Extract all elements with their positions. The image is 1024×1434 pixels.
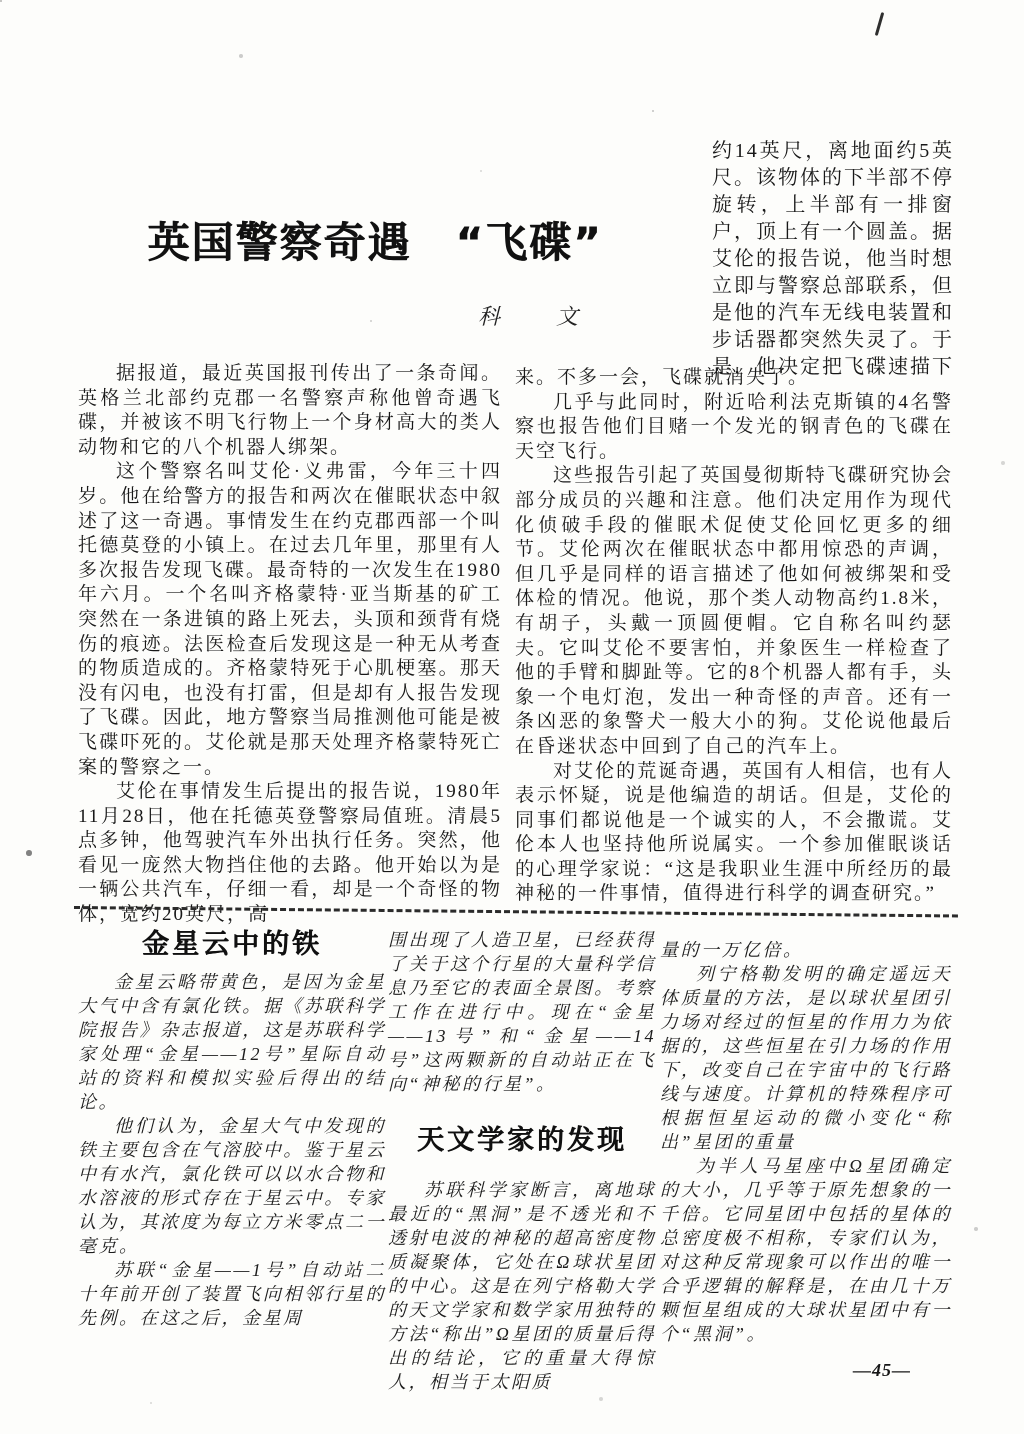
venus-article-column	[78, 928, 386, 1330]
ufo-left-column	[78, 362, 502, 928]
ufo-right-column	[515, 366, 953, 907]
paragraph: 他们认为，金星大气中发现的铁主要包含在气溶胶中。鉴于星云中有水汽，氯化铁可以以水合物和水溶液的形式存在于星云中。专家认为，其浓度为每立方米零点二一毫克。	[78, 1116, 386, 1256]
scan-artifact-specks	[0, 0, 2, 2]
paragraph: 列宁格勒发明的确定遥远天体质量的方法，是以球状星团引力场对经过的恒星的作用力为依据的，这些恒星在引力场的作用下，改变自己在宇宙中的飞行路线与速度。计算机的特殊程序可根据恒星运动的微小变化“称出”星团的重量	[660, 964, 952, 1152]
paragraph: 苏联“金星——1号”自动站二十年前开创了装置飞向相邻行星的先例。在这之后，金星周	[78, 1260, 386, 1328]
paragraph: 金星云略带黄色，是因为金星大气中含有氯化铁。据《苏联科学院报告》杂志报道，这是苏联科学家处理“金星——12号”星际自动站的资料和模拟实验后得出的结论。	[78, 972, 386, 1112]
paragraph: 为半人马星座中Ω星团确定的大小，几乎等于原先想象的一千倍。它同星团中包括的星体的总密度极不相称，专家们认为，对这种反常现象可以作出的唯一合乎逻辑的解释是，在由几十万颗恒星组成的大球状星团中有一个“黑洞”。	[660, 1156, 952, 1344]
astronomer-continuation-column	[660, 938, 952, 1346]
paragraph: 这个警察名叫艾伦·义弗雷，今年三十四岁。他在给警方的报告和两次在催眠状态中叙述了这一奇遇。事情发生在约克郡西部一个叫托德莫登的小镇上。在过去几年里，那里有人多次报告发现飞碟。最奇特的一次发生在1980年六月。一个名叫齐格蒙特·亚当斯基的矿工突然在一条进镇的路上死去，头顶和颈背有烧伤的痕迹。法医检查后发现这是一种无从考查的物质造成的。齐格蒙特死于心肌梗塞。那天没有闪电，也没有打雷，但是却有人报告发现了飞碟。因此，地方警察当局推测他可能是被飞碟吓死的。艾伦就是那天处理齐格蒙特死亡案的警察之一。	[78, 461, 503, 778]
article-byline: 科 文	[477, 304, 582, 329]
page-number: —45—	[853, 1360, 911, 1380]
article-title-ufo: 英国警察奇遇 “飞碟”	[147, 218, 603, 267]
paragraph: 据报道，最近英国报刊传出了一条奇闻。英格兰北部约克郡一名警察声称他曾奇遇飞碟，并被该不明飞行物上一个身材高大的类人动物和它的八个机器人绑架。	[78, 363, 502, 458]
scan-artifact-tick	[875, 12, 884, 36]
paragraph: 对艾伦的荒诞奇遇，英国有人相信，也有人表示怀疑，说是他编造的胡话。但是，艾伦的同事们都说他是一个诚实的人，不会撒谎。艾伦本人也坚持他所说属实。一个参加催眠谈话的心理学家说：“这是我职业生涯中所经历的最神秘的一件事情，值得进行科学的调查研究。”	[515, 760, 953, 905]
article-title-astronomer: 天文学家的发现	[417, 1125, 627, 1155]
ufo-opening-column	[712, 138, 954, 381]
paragraph: 艾伦在事情发生后提出的报告说，1980年11月28日，他在托德英登警察局值班。清晨5点多钟，他驾驶汽车外出执行任务。突然，他看见一庞然大物挡住他的去路。他开始以为是一辆公共汽车，仔细一看，却是一个奇怪的物体，宽约20英尺，高	[78, 781, 502, 926]
paragraph: 几乎与此同时，附近哈利法克斯镇的4名警察也报告他们目赌一个发光的钢青色的飞碟在天空飞行。	[515, 391, 953, 462]
article-title-venus: 金星云中的铁	[142, 929, 322, 959]
paragraph: 来。不多一会，飞碟就消失了。	[515, 367, 810, 388]
middle-column	[388, 928, 656, 1394]
paragraph: 约14英尺，离地面约5英尺。该物体的下半部不停旋转，上半部有一排窗户，顶上有一个圆盖。据艾伦的报告说，他当时想立即与警察总部联系，但是他的汽车无线电装置和步话器都突然失灵了。于是，他决定把飞碟速描下	[712, 140, 954, 378]
paragraph: 围出现了人造卫星，已经获得了关于这个行星的大量科学信息乃至它的表面全景图。考察工作在进行中。现在“金星——13号”和“金星——14号”这两颗新的自动站正在飞向“神秘的行星”。	[388, 930, 656, 1094]
paragraph: 量的一万亿倍。	[660, 940, 804, 960]
paragraph: 这些报告引起了英国曼彻斯特飞碟研究协会部分成员的兴趣和注意。他们决定用作为现代化侦破手段的催眠术促使艾伦回忆更多的细节。艾伦两次在催眠状态中都用惊恐的声调，但几乎是同样的语言描述了他如何被绑架和受体检的情况。他说，那个类人动物高约1.8米，有胡子，头戴一顶圆便帽。它自称名叫约瑟夫。它叫艾伦不要害怕，并象医生一样检查了他的手臂和脚趾等。它的8个机器人都有手，头象一个电灯泡，发出一种奇怪的声音。还有一条凶恶的象警犬一般大小的狗。艾伦说他最后在昏迷状态中回到了自己的汽车上。	[515, 465, 953, 757]
paragraph: 苏联科学家断言，离地球最近的“黑洞”是不透光和不透射电波的神秘的超高密度物质凝聚体，它处在Ω球状星团的中心。这是在列宁格勒大学的天文学家和数学家用独特的方法“称出”Ω星团的质量后得出的结论，它的重量大得惊人，相当于太阳质	[388, 1180, 656, 1392]
